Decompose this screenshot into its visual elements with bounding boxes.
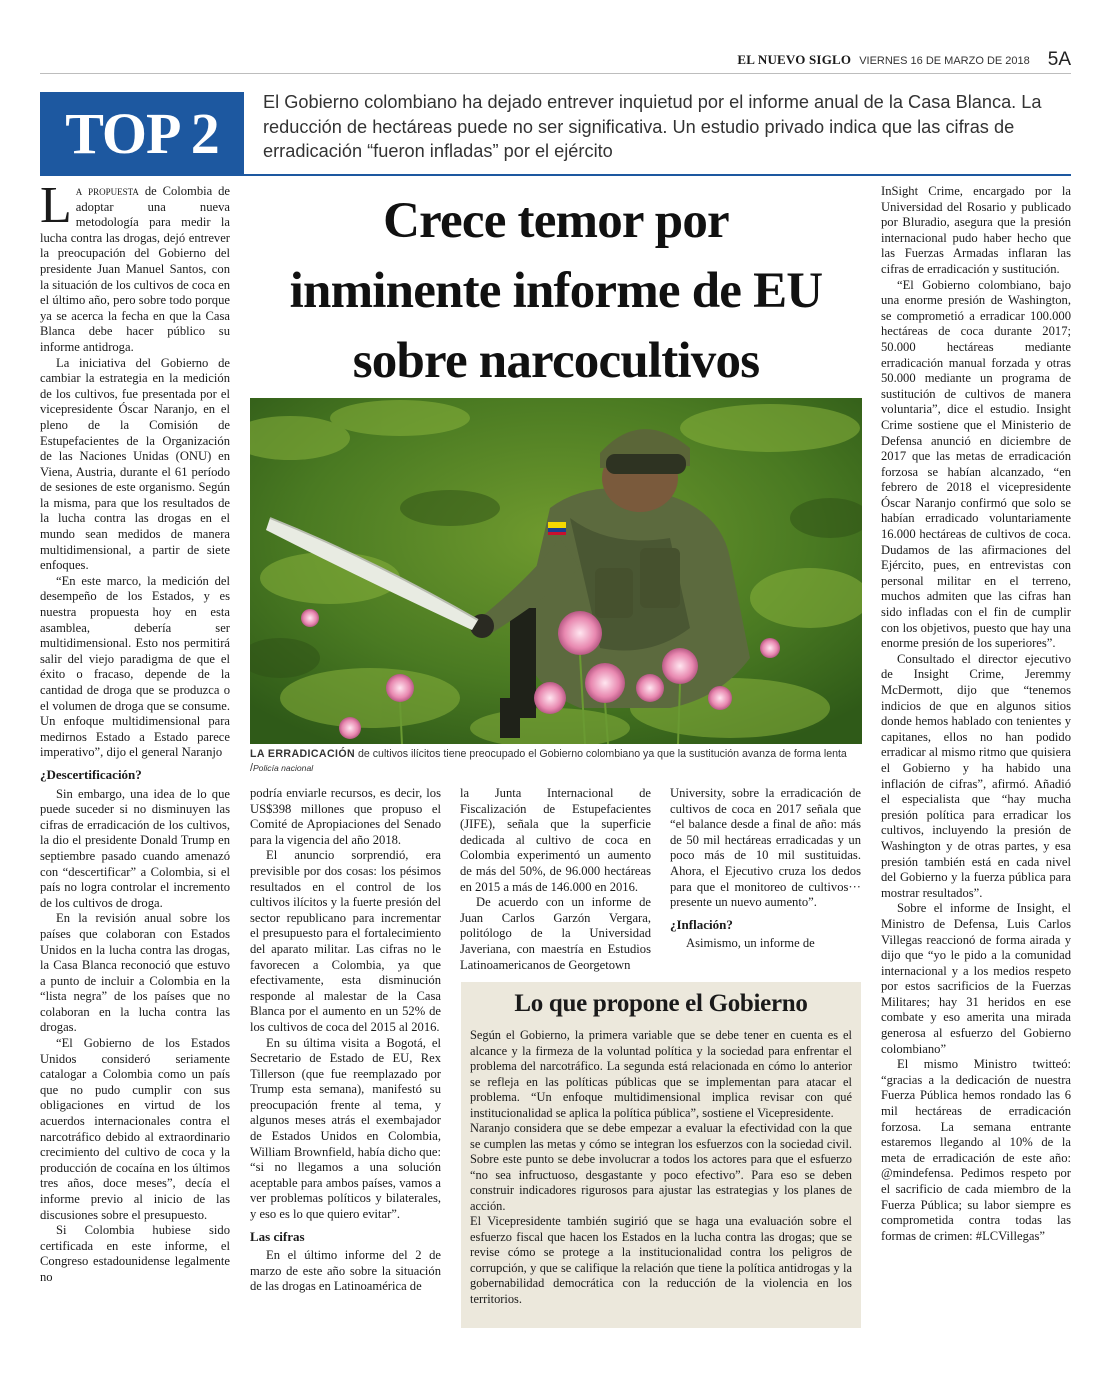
paragraph: El mismo Ministro twitteó: “gracias a la dedicación de nuestra Fuerza Pública hemos rondado las 6 mil hectáreas de erradicación forzosa. La semana entrante estaremos llegando al 10% de la meta de erradicación de este año: @mindefensa. Pedimos respeto por el sacrificio de cada miembro de la Fuerza Pública; su labor siempre es comprometida contra todas las formas de crimen: #LCVillegas”	[881, 1057, 1071, 1243]
page-number: 5A	[1047, 49, 1071, 70]
paragraph: En el último informe del 2 de marzo de este año sobre la situación de las drogas en Latinoamérica de	[250, 1248, 441, 1294]
section-lede: El Gobierno colombiano ha dejado entrever inquietud por el informe anual de la Casa Blanca. La reducción de hectáreas puede no ser significativa. Un estudio privado indica que las cifras de erradicación “fueron infladas” por el ejército	[263, 92, 1042, 161]
soldier-in-poppy-field-image	[250, 398, 862, 744]
section-badge: TOP 2	[40, 92, 244, 174]
drop-cap: L	[40, 177, 72, 234]
paragraph: Consultado el director ejecutivo de Insight Crime, Jeremmy McDermott, dijo que “tenemos indicios de que en algunos sitios donde hemos hablado con tenientes y capitanes, ellos no han podido erradicar al mismo ritmo que quisiera el Gobierno y ha habido una inflación de cifras”, afirmó. Añadió el especialista que “hay mucha presión política para erradicar los cultivos, incluyendo la presión de Washington y de otras partes, y esa presión también está en cada nivel del Gobierno y la fuerza pública para mostrar resultados”.	[881, 651, 1071, 900]
article-column-3	[460, 786, 651, 973]
paragraph: En su última visita a Bogotá, el Secretario de Estado de EU, Rex Tillerson (que fue reemplazado por Trump esta semana), manifestó su preocupación frente al tema, y algunos meses atrás el exembajador de Estados Unidos en Colombia, William Brownfield, había dicho que: “si no llegamos a una solución aceptable para ambos países, vamos a ver problemas políticos y bilaterales, y eso es lo que quiero evitar”.	[250, 1035, 441, 1222]
caption-text: de cultivos ilícitos tiene preocupado el Gobierno colombiano ya que la sustitución avanza de forma lenta /	[250, 748, 847, 774]
article-column-4	[670, 786, 861, 952]
lead-in: a propuesta	[75, 184, 139, 198]
issue-date: VIERNES 16 DE MARZO DE 2018	[859, 55, 1030, 67]
paragraph: Según el Gobierno, la primera variable que se debe tener en cuenta es el alcance y la firmeza de la voluntad política y la sociedad para enfrentar el problema del narcotráfico. La segunda está relacionada en cómo lo anterior se refleja en las políticas públicas que se implementan para atacar el problema. “Un enfoque multidimensional implica revisar con qué institucionalidad se aplica la política pública”, sostiene el Vicepresidente.	[470, 1028, 852, 1120]
sidebar-body	[470, 1028, 852, 1307]
paragraph: University, sobre la erradicación de cultivos de coca en 2017 señala que “el balance desde a final de año: más de 50 mil hectáreas erradicadas y un poco más de 10 mil sustituidas. Ahora, el Ejecutivo cruza los dedos para que el monitoreo de cultivos··· presente un nuevo aumento”.	[670, 786, 861, 910]
paragraph: Asimismo, un informe de	[686, 936, 815, 951]
sidebar-box	[461, 982, 861, 1328]
paragraph: “El Gobierno colombiano, bajo una enorme presión de Washington, se comprometió a erradicar 100.000 hectáreas de coca durante 2017; 50.000 hectáreas mediante erradicación manual forzada y otras 50.000 mediante un programa de sustitución de cultivos de manera voluntaria”, dice el estudio. Insight Crime sostiene que el Ministerio de Defensa anunció en diciembre de 2017 que las metas de erradicación forzosa se habían alcanzado, “en febrero de 2018 el vicepresidente Óscar Naranjo confirmó que solo se habían erradicado voluntariamente 16.000 hectáreas de cultivos de coca. Dudamos de las afirmaciones del Ejército, pues, en entrevistas con personal militar en el terreno, muchos admiten que las cifras han sido infladas con el fin de cumplir con los objetivos, puesto que hay una enorme presión de los superiores”.	[881, 277, 1071, 651]
subhead: ¿Descertificación?	[40, 766, 142, 782]
article-photo	[250, 398, 862, 744]
paragraph: “En este marco, la medición del desempeño de los Estados, y es nuestra propuesta hoy en esta asamblea, debería ser multidimensional. Esto nos permitirá salir del viejo paradigma de que el éxito o fracaso, depende de la cantidad de droga que se produzca o el volumen de droga que se consume. Un enfoque multidimensional para medirnos Estado a Estado parece imperativo”, dijo el general Naranjo	[40, 573, 230, 760]
paper-name: EL NUEVO SIGLO	[737, 52, 852, 67]
paragraph: podría enviarle recursos, es decir, los US$398 millones que propuso el Comité de Apropiaciones del Senado para la vigencia del año 2018.	[250, 786, 441, 847]
section-rule	[40, 174, 1071, 176]
paragraph: La iniciativa del Gobierno de cambiar la estrategia en la medición de los cultivos, fue presentada por el vicepresidente Óscar Naranjo, en el pleno de la Comisión de Estupefacientes de la Organización de las Naciones Unidas (ONU) en Viena, Austria, durante el 61 período de sesiones de este organismo. Según la misma, para que los resultados de la lucha contra las drogas en el mundo sean medidos de manera multidimensional, a partir de siete enfoques.	[40, 355, 230, 573]
paragraph: la Junta Internacional de Fiscalización de Estupefacientes (JIFE), señala que la superficie dedicada al cultivo de coca en Colombia experimentó un aumento de más del 50%, de 96.000 hectáreas en 2015 a más de 146.000 en 2016.	[460, 786, 651, 894]
caption-lead: LA ERRADICACIÓN	[250, 748, 356, 760]
subhead: ¿Inflación?	[670, 916, 733, 932]
photo-caption	[250, 747, 862, 775]
photo-credit: Policía nacional	[252, 763, 314, 773]
article-column-1	[40, 177, 230, 1286]
headline: Crece temor por inminente informe de EU sobre narcocultivos	[289, 193, 823, 389]
paragraph: Sobre el informe de Insight, el Ministro de Defensa, Luis Carlos Villegas reaccionó de forma airada y dijo que “yo le pido a la comunidad internacional y a los medios respeto por estos sacrificios de la Fuerzas Militares; hay 31 heridos en ese combate y eso amerita una mirada generosa al esfuerzo del Gobierno colombiano”	[881, 901, 1071, 1056]
article-column-5	[881, 184, 1071, 1244]
masthead-info	[737, 48, 1071, 70]
paragraph: Naranjo considera que se debe empezar a evaluar la efectividad con la que se cumplen las metas y cómo se integran los esfuerzos con la sociedad civil. Sobre este punto se debe involucrar a todos los actores para que el esfuerzo “no sea infructuoso, desgastante y poco efectivo”. Para eso se deben construir indicadores rigurosos para ajustar las estrategias y los planes de acción.	[470, 1121, 852, 1213]
paragraph: El anuncio sorprendió, era previsible por dos cosas: los pésimos resultados en el control de los cultivos ilícitos y la fuerte presión del sector republicano para incrementar el presupuesto para el fortalecimiento del aparato militar. Las cifras no le favorecen a Colombia, ya que efectivamente, esta disminución responde al malestar de la Casa Blanca por el aumento en un 52% de los cultivos de coca del 2015 al 2016.	[250, 848, 441, 1034]
article-column-2	[250, 786, 441, 1295]
paragraph: El Vicepresidente también sugirió que se haga una evaluación sobre el esfuerzo fiscal que hacen los Estados en la lucha contra las drogas; que se revise cómo se protege a la institucionalidad contra los peligros de corrupción, y que se califique la relación que tiene la política antidrogas y la gobernabilidad democrática con la reducción de la violencia en los territorios.	[470, 1214, 852, 1306]
masthead	[40, 48, 1071, 74]
paragraph: En la revisión anual sobre los países que colaboran con Estados Unidos en la lucha contra las drogas, la Casa Blanca reconoció que estuvo a punto de incluir a Colombia en la “lista negra” de los países que no colaboran en la lucha contra las drogas.	[40, 911, 230, 1035]
paragraph: Sin embargo, una idea de lo que puede suceder si no disminuyen las cifras de erradicación de los cultivos, la dio el presidente Donald Trump en septiembre pasado cuando amenazó con “descertificar” a Colombia, si el país no logra controlar el incremento de los cultivos de droga.	[40, 786, 230, 910]
paragraph: Si Colombia hubiese sido certificada en este informe, el Congreso estadounidense legalmente no	[40, 1223, 230, 1284]
paragraph: InSight Crime, encargado por la Universidad del Rosario y publicado por Bluradio, asegura que la presión internacional pudo haber hecho que las Fuerzas Armadas inflaran las cifras de erradicación y sustitución.	[881, 184, 1071, 276]
subhead: Las cifras	[250, 1228, 305, 1244]
sidebar-title: Lo que propone el Gobierno	[514, 990, 808, 1017]
paragraph: “El Gobierno de los Estados Unidos consideró seriamente catalogar a Colombia como un país que no pudo cumplir con sus obligaciones en virtud de los acuerdos internacionales contra el narcotráfico debido al extraordinario crecimiento del cultivo de coca y la producción de cocaína en los últimos tres años, doce meses”, decía el informe previo al inicio de las discusiones sobre el presupuesto.	[40, 1036, 230, 1222]
paragraph: La propuesta de Colombia de adoptar una nueva metodología para medir la lucha contra las drogas, dejó entrever la preocupación del Gobierno del presidente Juan Manuel Santos, con la situación de los cultivos de coca en el último año, pero sobre todo porque ya se acerca la fecha en que la Casa Blanca debe hacer público su informe antidroga.	[40, 177, 230, 354]
paragraph: De acuerdo con un informe de Juan Carlos Garzón Vergara, politólogo de la Universidad Javeriana, con maestría en Estudios Latinoamericanos de Georgetown	[460, 895, 651, 972]
